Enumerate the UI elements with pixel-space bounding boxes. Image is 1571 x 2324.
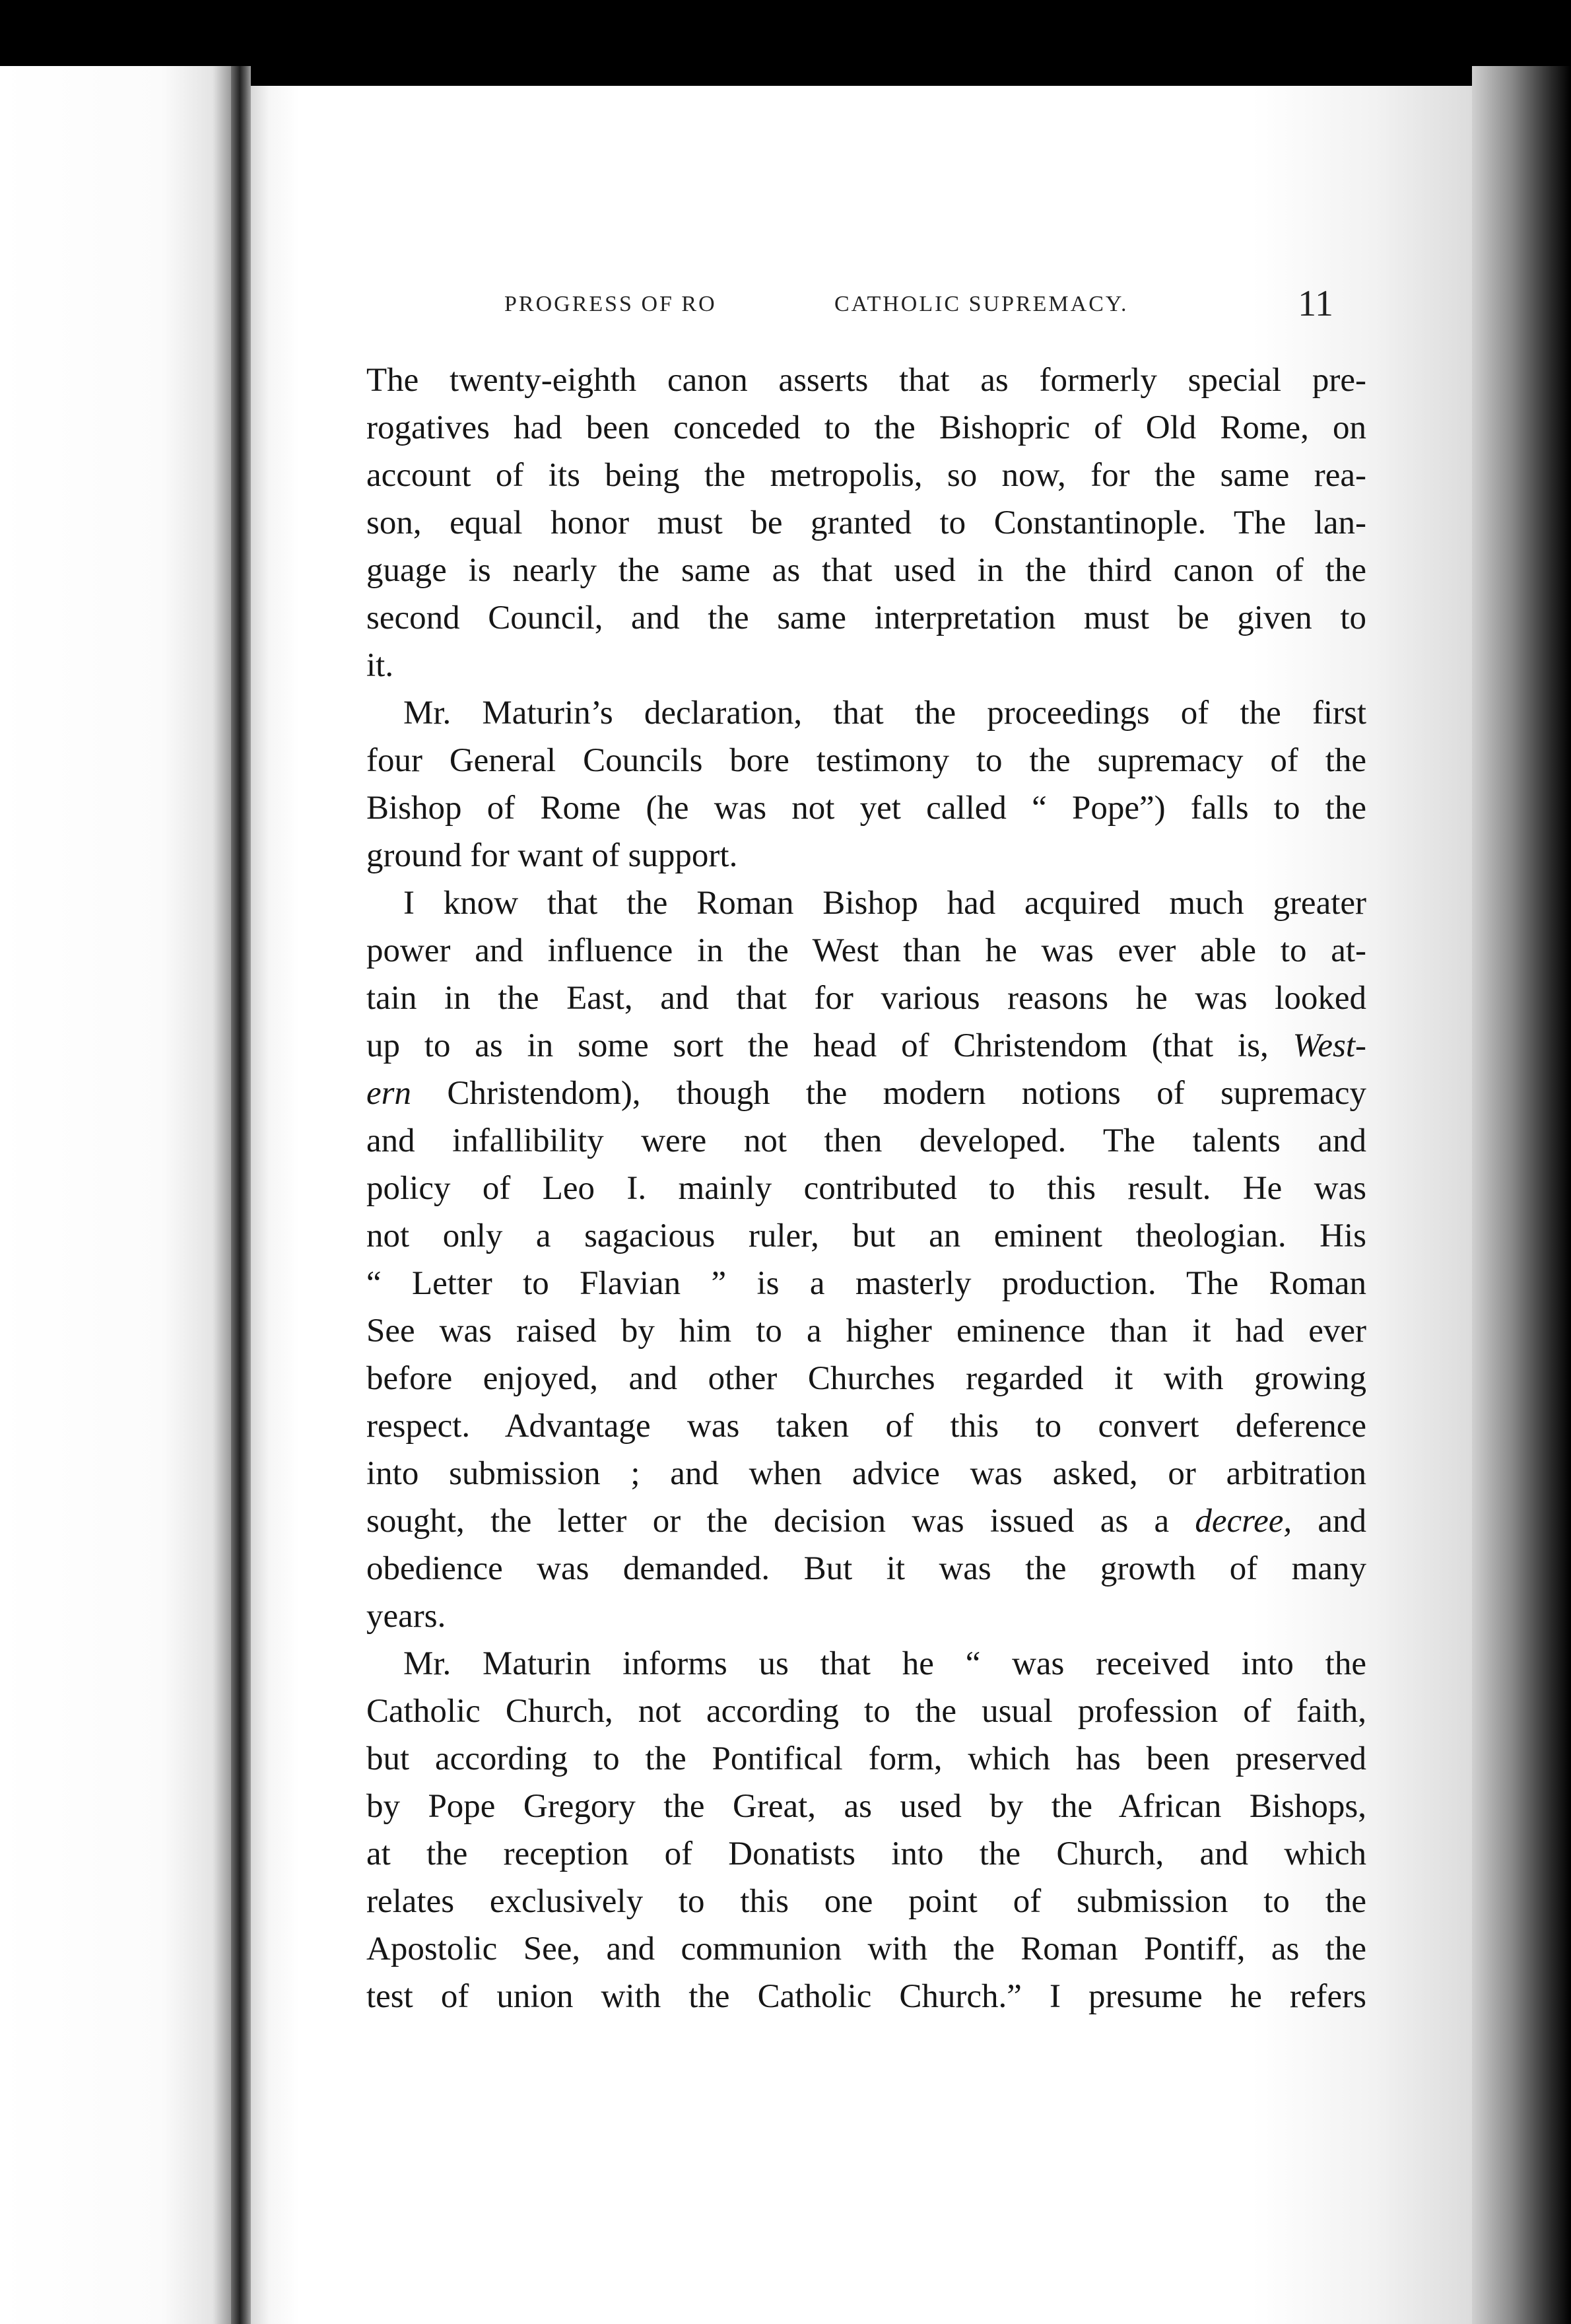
text-line: respect. Advantage was taken of this to convert deference <box>366 1408 1366 1445</box>
text-line: it. <box>366 647 394 684</box>
scan-border-top <box>0 0 1571 73</box>
text-line: second Council, and the same interpretation must be given to <box>366 599 1366 636</box>
left-page-fragments <box>0 0 231 2324</box>
text-line: “ Letter to Flavian ” is a masterly production. The Roman <box>366 1265 1366 1302</box>
book-gutter <box>231 66 251 2324</box>
text-line: four General Councils bore testimony to the supremacy of the <box>366 742 1366 779</box>
text-line: at the reception of Donatists into the Church, and which <box>366 1835 1366 1872</box>
text-line: obedience was demanded. But it was the growth of many <box>366 1550 1366 1587</box>
text-line: test of union with the Catholic Church.” I presume he refers <box>366 1978 1366 2015</box>
text-line: The twenty-eighth canon asserts that as formerly special pre- <box>366 362 1366 399</box>
running-head <box>504 285 1333 325</box>
scan-border-right <box>1472 66 1571 2324</box>
text-line: but according to the Pontifical form, which has been preserved <box>366 1740 1366 1777</box>
text-line: Catholic Church, not according to the usual profession of faith, <box>366 1693 1366 1730</box>
text-line: up to as in some sort the head of Christendom (that is, West- <box>366 1027 1367 1064</box>
text-line: tain in the East, and that for various reasons he was looked <box>366 980 1366 1017</box>
text-line: into submission ; and when advice was asked, or arbitration <box>366 1455 1366 1492</box>
text-line: Mr. Maturin informs us that he “ was received into the <box>403 1645 1366 1682</box>
text-line: relates exclusively to this one point of submission to the <box>366 1883 1366 1920</box>
text-line: before enjoyed, and other Churches regarded it with growing <box>366 1360 1366 1397</box>
text-line: I know that the Roman Bishop had acquired much greater <box>403 885 1366 922</box>
text-line: rogatives had been conceded to the Bishopric of Old Rome, on <box>366 409 1366 446</box>
text-line: son, equal honor must be granted to Constantinople. The lan- <box>366 504 1366 541</box>
text-line: See was raised by him to a higher eminence than it had ever <box>366 1313 1366 1350</box>
running-head-right: CATHOLIC SUPREMACY. <box>834 292 1129 316</box>
text-line: by Pope Gregory the Great, as used by the African Bishops, <box>366 1788 1366 1825</box>
paragraph <box>366 689 1366 879</box>
text-line: Mr. Maturin’s declaration, that the proceedings of the first <box>403 695 1366 732</box>
text-line: Bishop of Rome (he was not yet called “ Pope”) falls to the <box>366 790 1366 827</box>
text-line: guage is nearly the same as that used in the third canon of the <box>366 552 1366 589</box>
paragraph <box>366 879 1366 1640</box>
text-line: power and influence in the West than he was ever able to at- <box>366 932 1366 969</box>
text-line: not only a sagacious ruler, but an eminent theologian. His <box>366 1217 1366 1254</box>
text-line: policy of Leo I. mainly contributed to this result. He was <box>366 1170 1366 1207</box>
paragraph <box>366 357 1366 689</box>
text-line: sought, the letter or the decision was issued as a decree, and <box>366 1503 1367 1540</box>
page-number: 11 <box>1298 283 1333 324</box>
running-head-left: PROGRESS OF RO <box>504 292 717 316</box>
paragraph <box>366 1640 1366 2020</box>
text-line: years. <box>366 1598 446 1635</box>
text-line: and infallibility were not then developed. The talents and <box>366 1122 1366 1159</box>
text-line: ern Christendom), though the modern notions of supremacy <box>366 1075 1366 1112</box>
text-line: ground for want of support. <box>366 837 738 874</box>
text-line: Apostolic See, and communion with the Roman Pontiff, as the <box>366 1931 1366 1967</box>
body-text <box>366 357 1366 2020</box>
text-line: account of its being the metropolis, so now, for the same rea- <box>366 457 1366 494</box>
